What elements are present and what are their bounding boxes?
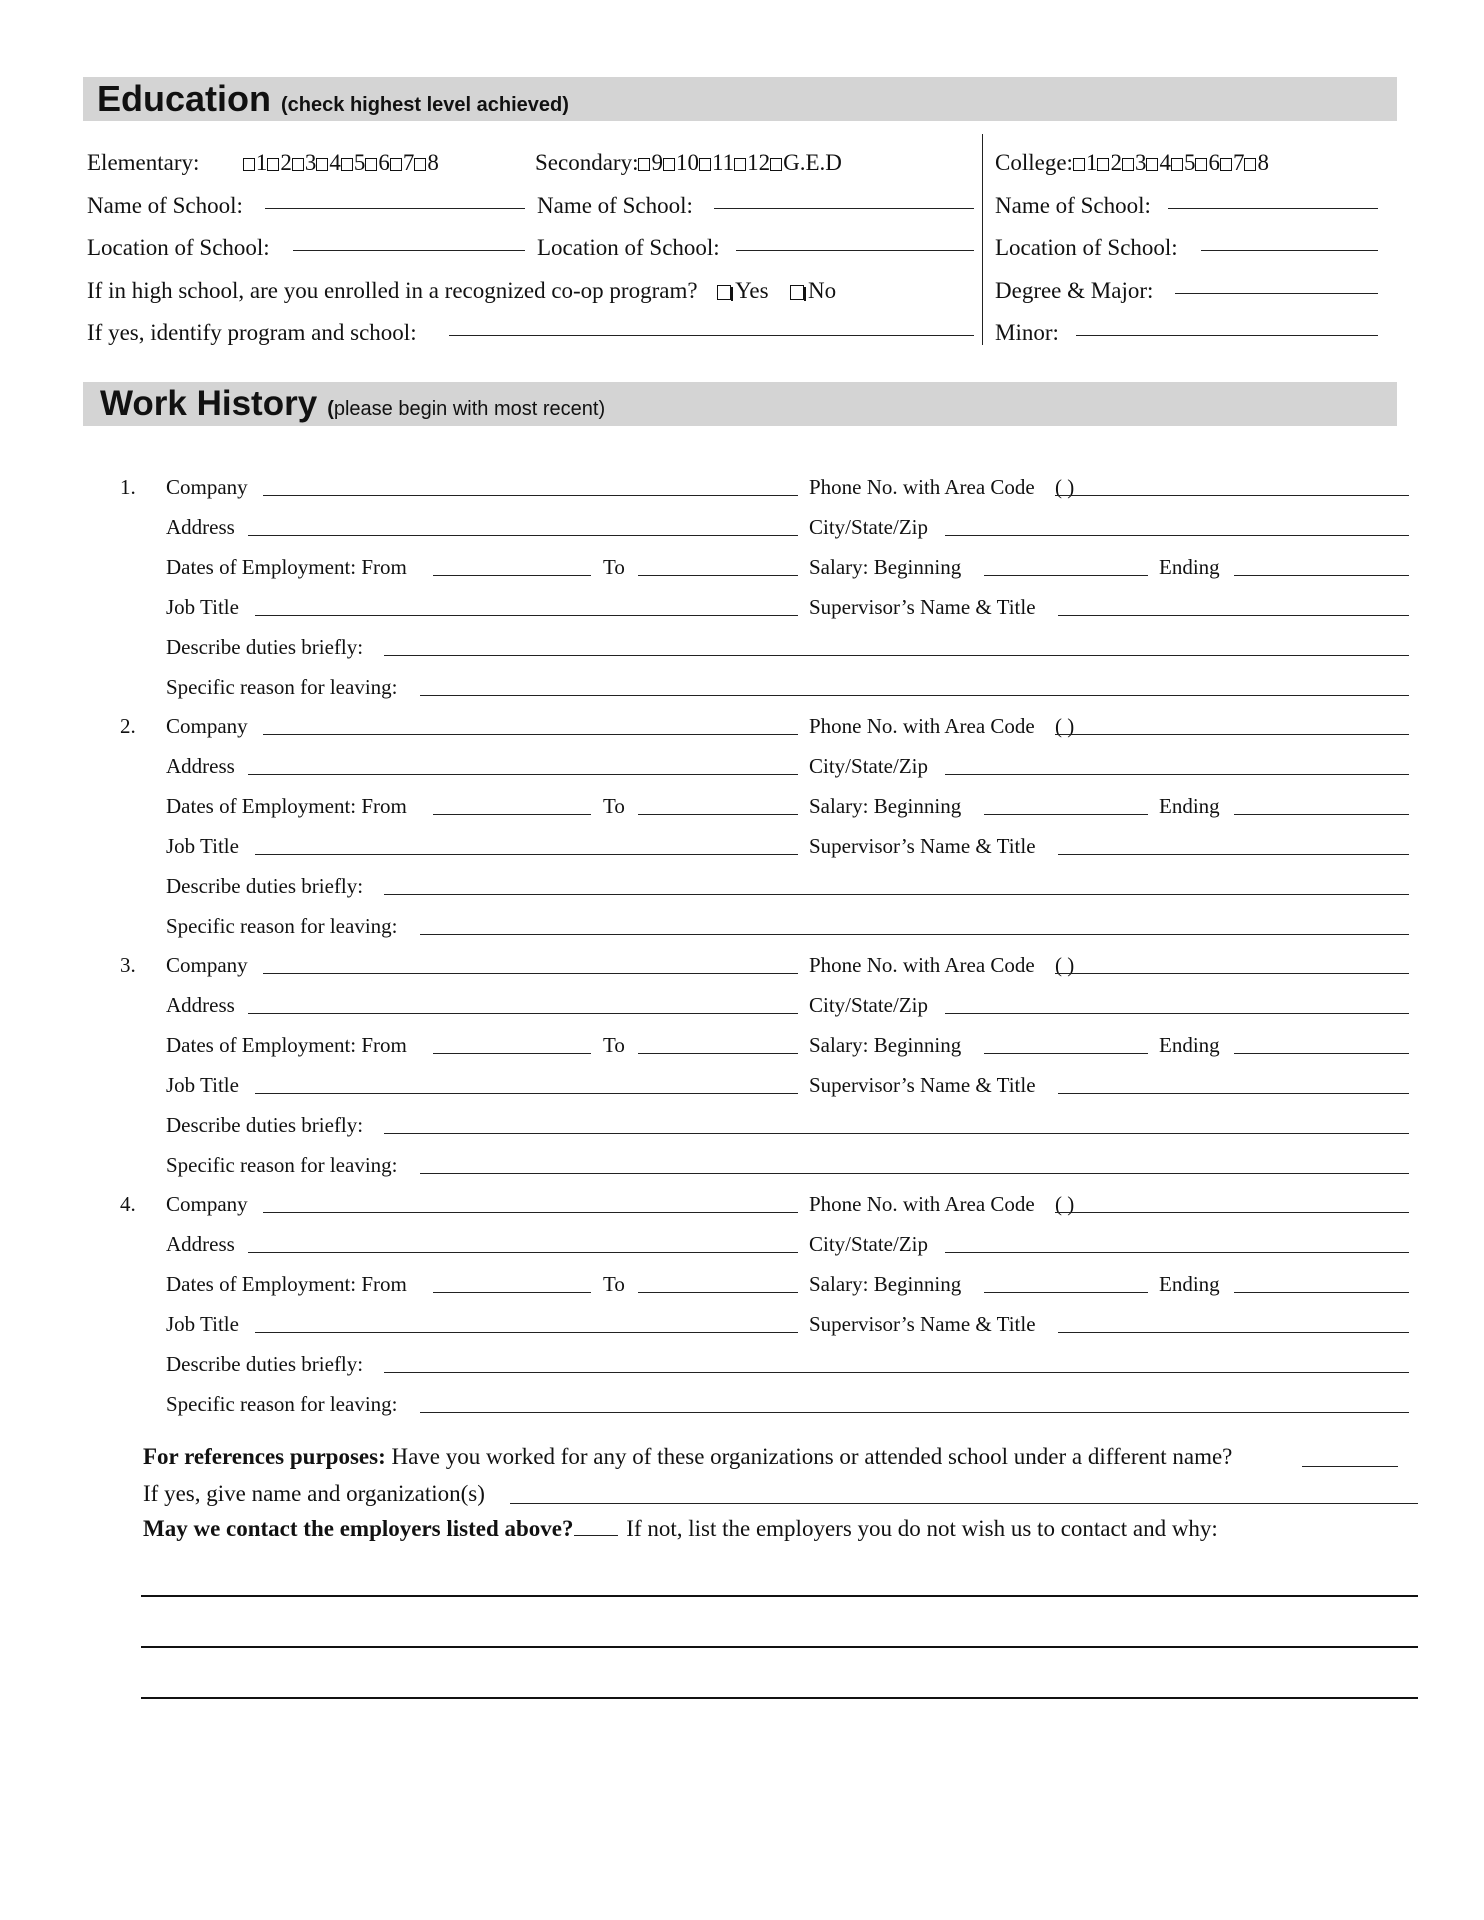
dates-from-field[interactable] — [433, 1053, 591, 1054]
job-title-label: Job Title — [166, 834, 239, 858]
salary-beginning-label: Salary: Beginning — [809, 555, 962, 579]
dates-to-field[interactable] — [638, 814, 798, 815]
reason-field[interactable] — [420, 1412, 1409, 1413]
contact-answer-field[interactable] — [574, 1517, 618, 1536]
duties-label: Describe duties briefly: — [166, 874, 364, 898]
secondary-label: Secondary: — [535, 150, 639, 175]
supervisor-field[interactable] — [1058, 1332, 1409, 1333]
checkbox-icon — [365, 158, 377, 171]
dates-to-label: To — [603, 555, 625, 579]
minor-field[interactable] — [1076, 335, 1378, 336]
company-label: Company — [166, 714, 248, 738]
salary-beginning-label: Salary: Beginning — [809, 1272, 962, 1296]
job-title-label: Job Title — [166, 1073, 239, 1097]
elementary-grade-2[interactable]: 2 — [267, 150, 292, 175]
checkbox-icon — [1122, 158, 1134, 171]
references-if-yes-label: If yes, give name and organization(s) — [143, 1481, 485, 1506]
address-label: Address — [166, 754, 235, 778]
contact-question: If not, list the employers you do not wish us to contact and why: — [626, 1516, 1218, 1541]
college-grade-1[interactable]: 1 — [1073, 150, 1098, 175]
address-field[interactable] — [248, 774, 798, 775]
supervisor-field[interactable] — [1058, 854, 1409, 855]
college-row — [995, 149, 1269, 177]
city-label: City/State/Zip — [809, 754, 928, 778]
city-label: City/State/Zip — [809, 993, 928, 1017]
job-title-field[interactable] — [255, 1332, 798, 1333]
dates-from-label: Dates of Employment: From — [166, 555, 407, 579]
dates-to-field[interactable] — [638, 1053, 798, 1054]
address-label: Address — [166, 1232, 235, 1256]
checkbox-icon — [1171, 158, 1183, 171]
references-if-yes-field[interactable] — [510, 1503, 1418, 1504]
contact-explanation-line-3[interactable] — [141, 1697, 1418, 1699]
elementary-grade-8[interactable]: 8 — [414, 150, 439, 175]
secondary-grade-10[interactable]: 10 — [663, 150, 699, 175]
phone-label: Phone No. with Area Code — [809, 953, 1035, 977]
secondary-school-location-field[interactable] — [736, 250, 974, 251]
secondary-grade-11[interactable]: 11 — [699, 150, 734, 175]
checkbox-icon — [267, 158, 279, 171]
references-answer-field[interactable] — [1302, 1466, 1398, 1467]
degree-major-label: Degree & Major: — [995, 278, 1154, 303]
minor-label: Minor: — [995, 320, 1059, 345]
duties-label: Describe duties briefly: — [166, 635, 364, 659]
city-field[interactable] — [945, 1252, 1409, 1253]
dates-from-label: Dates of Employment: From — [166, 1033, 407, 1057]
college-grade-8[interactable]: 8 — [1244, 150, 1269, 175]
salary-ending-field[interactable] — [1234, 1292, 1409, 1293]
salary-ending-label: Ending — [1159, 794, 1220, 818]
elementary-school-name-field[interactable] — [265, 208, 525, 209]
coop-question-row — [87, 277, 836, 305]
salary-ending-field[interactable] — [1234, 1053, 1409, 1054]
entry-number: 4. — [120, 1192, 136, 1216]
company-field[interactable] — [263, 973, 798, 974]
checkbox-icon — [663, 158, 675, 171]
company-label: Company — [166, 475, 248, 499]
dates-from-field[interactable] — [433, 814, 591, 815]
city-label: City/State/Zip — [809, 1232, 928, 1256]
dates-to-field[interactable] — [638, 575, 798, 576]
phone-label: Phone No. with Area Code — [809, 1192, 1035, 1216]
elementary-school-name-label: Name of School: — [87, 193, 243, 218]
entry-number: 1. — [120, 475, 136, 499]
dates-to-label: To — [603, 1272, 625, 1296]
elementary-grade-5[interactable]: 5 — [341, 150, 366, 175]
reason-label: Specific reason for leaving: — [166, 1153, 398, 1177]
salary-ending-label: Ending — [1159, 1272, 1220, 1296]
contact-explanation-line-2[interactable] — [141, 1646, 1418, 1648]
reason-field[interactable] — [420, 695, 1409, 696]
secondary-grade-9[interactable]: 9 — [638, 150, 663, 175]
phone-label: Phone No. with Area Code — [809, 714, 1035, 738]
college-grade-6[interactable]: 6 — [1195, 150, 1220, 175]
address-field[interactable] — [248, 535, 798, 536]
job-title-label: Job Title — [166, 595, 239, 619]
college-grade-4[interactable]: 4 — [1146, 150, 1171, 175]
elementary-school-location-label: Location of School: — [87, 235, 270, 260]
supervisor-label: Supervisor’s Name & Title — [809, 834, 1036, 858]
college-school-name-label: Name of School: — [995, 193, 1151, 218]
salary-ending-field[interactable] — [1234, 575, 1409, 576]
education-subtitle: (check highest level achieved) — [281, 94, 569, 116]
education-heading — [97, 77, 569, 121]
elementary-grade-3[interactable]: 3 — [292, 150, 317, 175]
phone-field[interactable] — [1055, 973, 1409, 974]
salary-beginning-label: Salary: Beginning — [809, 794, 962, 818]
job-title-field[interactable] — [255, 854, 798, 855]
work-history-heading — [100, 382, 605, 426]
elementary-grade-1[interactable]: 1 — [243, 150, 268, 175]
job-title-field[interactable] — [255, 1093, 798, 1094]
checkbox-icon — [341, 158, 353, 171]
duties-field[interactable] — [384, 1372, 1409, 1373]
elementary-label: Elementary: — [87, 150, 200, 175]
checkbox-icon — [717, 285, 731, 300]
dates-to-label: To — [603, 1033, 625, 1057]
dates-from-label: Dates of Employment: From — [166, 1272, 407, 1296]
company-label: Company — [166, 1192, 248, 1216]
college-school-location-label: Location of School: — [995, 235, 1178, 260]
job-title-field[interactable] — [255, 615, 798, 616]
salary-beginning-field[interactable] — [984, 575, 1148, 576]
coop-identify-field[interactable] — [449, 335, 974, 336]
checkbox-icon — [1097, 158, 1109, 171]
secondary-grade-ged[interactable]: G.E.D — [770, 150, 842, 175]
duties-label: Describe duties briefly: — [166, 1113, 364, 1137]
reason-field[interactable] — [420, 1173, 1409, 1174]
work-history-subtitle: please begin with most recent) — [333, 398, 606, 420]
secondary-school-name-field[interactable] — [714, 208, 974, 209]
supervisor-label: Supervisor’s Name & Title — [809, 1073, 1036, 1097]
supervisor-field[interactable] — [1058, 1093, 1409, 1094]
salary-beginning-field[interactable] — [984, 814, 1148, 815]
education-title: Education — [97, 78, 272, 119]
checkbox-icon — [699, 158, 711, 171]
college-school-name-field[interactable] — [1168, 208, 1378, 209]
address-field[interactable] — [248, 1252, 798, 1253]
checkbox-icon — [1244, 158, 1256, 171]
duties-field[interactable] — [384, 655, 1409, 656]
entry-number: 3. — [120, 953, 136, 977]
job-title-label: Job Title — [166, 1312, 239, 1336]
secondary-row — [535, 149, 842, 177]
reason-label: Specific reason for leaving: — [166, 1392, 398, 1416]
supervisor-label: Supervisor’s Name & Title — [809, 1312, 1036, 1336]
college-school-location-field[interactable] — [1201, 250, 1378, 251]
address-field[interactable] — [248, 1013, 798, 1014]
checkbox-icon — [790, 285, 804, 300]
checkbox-icon — [243, 158, 255, 171]
city-label: City/State/Zip — [809, 515, 928, 539]
salary-beginning-label: Salary: Beginning — [809, 1033, 962, 1057]
entry-number: 2. — [120, 714, 136, 738]
phone-area-code-paren: ( ) — [1055, 714, 1075, 738]
reason-field[interactable] — [420, 934, 1409, 935]
education-column-divider — [982, 134, 983, 345]
reason-label: Specific reason for leaving: — [166, 675, 398, 699]
college-label: College: — [995, 150, 1073, 175]
elementary-row — [87, 149, 439, 177]
checkbox-icon — [770, 158, 782, 171]
phone-area-code-paren: ( ) — [1055, 1192, 1075, 1216]
company-field[interactable] — [263, 734, 798, 735]
duties-label: Describe duties briefly: — [166, 1352, 364, 1376]
checkbox-icon — [734, 158, 746, 171]
reason-label: Specific reason for leaving: — [166, 914, 398, 938]
dates-to-field[interactable] — [638, 1292, 798, 1293]
checkbox-icon — [1195, 158, 1207, 171]
company-field[interactable] — [263, 1212, 798, 1213]
company-field[interactable] — [263, 495, 798, 496]
phone-area-code-paren: ( ) — [1055, 953, 1075, 977]
salary-beginning-field[interactable] — [984, 1292, 1148, 1293]
dates-to-label: To — [603, 794, 625, 818]
phone-field[interactable] — [1055, 495, 1409, 496]
address-label: Address — [166, 993, 235, 1017]
salary-beginning-field[interactable] — [984, 1053, 1148, 1054]
dates-from-field[interactable] — [433, 575, 591, 576]
college-grade-3[interactable]: 3 — [1122, 150, 1147, 175]
college-grade-2[interactable]: 2 — [1097, 150, 1122, 175]
coop-identify-label: If yes, identify program and school: — [87, 320, 417, 345]
coop-question: If in high school, are you enrolled in a recognized co-op program? — [87, 278, 698, 303]
phone-area-code-paren: ( ) — [1055, 475, 1075, 499]
city-field[interactable] — [945, 774, 1409, 775]
references-question: Have you worked for any of these organizations or attended school under a different name? — [391, 1444, 1233, 1469]
elementary-grade-6[interactable]: 6 — [365, 150, 390, 175]
degree-major-field[interactable] — [1175, 293, 1378, 294]
checkbox-icon — [638, 158, 650, 171]
secondary-grade-12[interactable]: 12 — [734, 150, 770, 175]
elementary-school-location-field[interactable] — [293, 250, 525, 251]
salary-ending-field[interactable] — [1234, 814, 1409, 815]
phone-field[interactable] — [1055, 734, 1409, 735]
city-field[interactable] — [945, 535, 1409, 536]
supervisor-label: Supervisor’s Name & Title — [809, 595, 1036, 619]
salary-ending-label: Ending — [1159, 555, 1220, 579]
secondary-school-name-label: Name of School: — [537, 193, 693, 218]
checkbox-icon — [390, 158, 402, 171]
dates-from-field[interactable] — [433, 1292, 591, 1293]
city-field[interactable] — [945, 1013, 1409, 1014]
salary-ending-label: Ending — [1159, 1033, 1220, 1057]
duties-field[interactable] — [384, 1133, 1409, 1134]
college-grade-7[interactable]: 7 — [1220, 150, 1245, 175]
elementary-grade-7[interactable]: 7 — [390, 150, 415, 175]
address-label: Address — [166, 515, 235, 539]
contact-bold: May we contact the employers listed above? — [143, 1516, 574, 1541]
college-grade-5[interactable]: 5 — [1171, 150, 1196, 175]
coop-yes-option[interactable]: Yes — [717, 278, 768, 303]
contact-explanation-line-1[interactable] — [141, 1595, 1418, 1597]
checkbox-icon — [1146, 158, 1158, 171]
coop-no-option[interactable]: No — [790, 278, 836, 303]
checkbox-icon — [414, 158, 426, 171]
company-label: Company — [166, 953, 248, 977]
elementary-grade-4[interactable]: 4 — [316, 150, 341, 175]
contact-row — [143, 1515, 1218, 1543]
supervisor-field[interactable] — [1058, 615, 1409, 616]
references-bold: For references purposes: — [143, 1444, 386, 1469]
phone-label: Phone No. with Area Code — [809, 475, 1035, 499]
checkbox-icon — [1220, 158, 1232, 171]
work-history-subtitle-paren: ( — [327, 398, 334, 420]
dates-from-label: Dates of Employment: From — [166, 794, 407, 818]
work-history-title: Work History — [100, 384, 318, 423]
references-question-row — [143, 1443, 1232, 1471]
checkbox-icon — [292, 158, 304, 171]
checkbox-icon — [1073, 158, 1085, 171]
checkbox-icon — [316, 158, 328, 171]
phone-field[interactable] — [1055, 1212, 1409, 1213]
duties-field[interactable] — [384, 894, 1409, 895]
secondary-school-location-label: Location of School: — [537, 235, 720, 260]
